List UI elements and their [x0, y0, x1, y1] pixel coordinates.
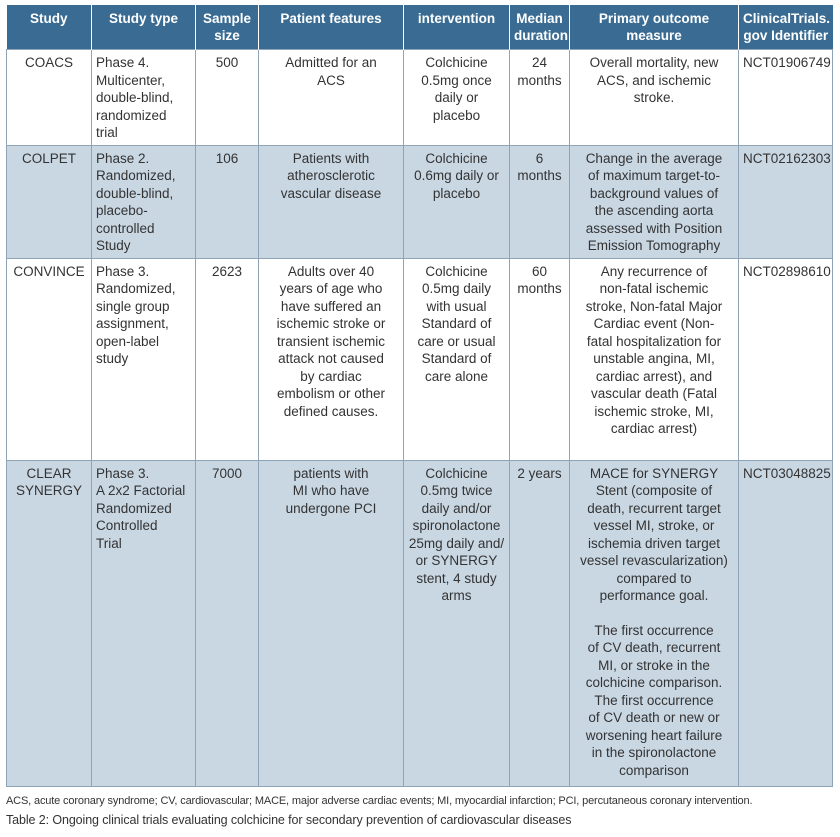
cell-sample-size: 500 [196, 50, 259, 146]
cell-identifier: NCT01906749 [739, 50, 833, 146]
cell-patient-features: Adults over 40 years of age who have suffered an ischemic stroke or transient ischemic attack not caused by cardiac embolism or other defined causes. [259, 258, 404, 460]
trials-table [6, 5, 833, 787]
table-row [7, 145, 833, 258]
cell-study: CONVINCE [7, 258, 92, 460]
cell-study-type: Phase 2. Randomized, double-blind, placebo- controlled Study [92, 145, 196, 258]
table-caption: Table 2: Ongoing clinical trials evaluating colchicine for secondary prevention of cardiovascular diseases [6, 813, 572, 827]
header-median-duration: Median duration [510, 5, 570, 50]
cell-sample-size: 2623 [196, 258, 259, 460]
cell-identifier: NCT02162303 [739, 145, 833, 258]
cell-study-type: Phase 3. Randomized, single group assignment, open-label study [92, 258, 196, 460]
table-row [7, 460, 833, 786]
header-identifier: ClinicalTrials. gov Identifier [739, 5, 833, 50]
cell-sample-size: 7000 [196, 460, 259, 786]
cell-study: COACS [7, 50, 92, 146]
trials-table-container [6, 5, 832, 787]
header-sample-size: Sample size [196, 5, 259, 50]
cell-intervention: Colchicine 0.5mg twice daily and/or spironolactone 25mg daily and/ or SYNERGY stent, 4 study arms [404, 460, 510, 786]
table-footnote: ACS, acute coronary syndrome; CV, cardiovascular; MACE, major adverse cardiac events; MI, myocardial infarction; PCI, percutaneous coronary intervention. [6, 795, 753, 807]
cell-outcome [570, 460, 739, 786]
table-row [7, 50, 833, 146]
cell-study: COLPET [7, 145, 92, 258]
header-study: Study [7, 5, 92, 50]
cell-duration: 60 months [510, 258, 570, 460]
cell-study: CLEAR SYNERGY [7, 460, 92, 786]
cell-duration: 2 years [510, 460, 570, 786]
header-patient-features: Patient features [259, 5, 404, 50]
cell-intervention: Colchicine 0.6mg daily or placebo [404, 145, 510, 258]
cell-identifier: NCT03048825 [739, 460, 833, 786]
cell-outcome: Any recurrence of non-fatal ischemic stroke, Non-fatal Major Cardiac event (Non- fatal hospitalization for unstable angina, MI, cardiac arrest), and vascular death (Fatal ischemic stroke, MI, cardiac arrest) [570, 258, 739, 460]
outcome-paragraph: The first occurrence of CV death or new or worsening heart failure in the spironolactone comparison [585, 692, 723, 778]
cell-intervention: Colchicine 0.5mg once daily or placebo [404, 50, 510, 146]
cell-sample-size: 106 [196, 145, 259, 258]
outcome-paragraph: The first occurrence of CV death, recurrent MI, or stroke in the colchicine comparison. [585, 622, 723, 690]
header-primary-outcome: Primary outcome measure [570, 5, 739, 50]
cell-duration: 6 months [510, 145, 570, 258]
table-row [7, 258, 833, 460]
outcome-paragraph: MACE for SYNERGY Stent (composite of death, recurrent target vessel MI, stroke, or ischemia driven target vessel revascularization) compared to performance goal. [580, 465, 728, 603]
cell-study-type: Phase 3. A 2x2 Factorial Randomized Controlled Trial [92, 460, 196, 786]
table-header-row [7, 5, 833, 50]
cell-patient-features: Patients with atherosclerotic vascular disease [259, 145, 404, 258]
cell-identifier: NCT02898610 [739, 258, 833, 460]
cell-intervention: Colchicine 0.5mg daily with usual Standard of care or usual Standard of care alone [404, 258, 510, 460]
header-intervention: intervention [404, 5, 510, 50]
cell-duration: 24 months [510, 50, 570, 146]
cell-study-type: Phase 4. Multicenter, double-blind, randomized trial [92, 50, 196, 146]
header-study-type: Study type [92, 5, 196, 50]
cell-outcome: Change in the average of maximum target-to- background values of the ascending aorta assessed with Position Emission Tomography [570, 145, 739, 258]
cell-outcome: Overall mortality, new ACS, and ischemic stroke. [570, 50, 739, 146]
cell-patient-features: patients with MI who have undergone PCI [259, 460, 404, 786]
cell-patient-features: Admitted for an ACS [259, 50, 404, 146]
